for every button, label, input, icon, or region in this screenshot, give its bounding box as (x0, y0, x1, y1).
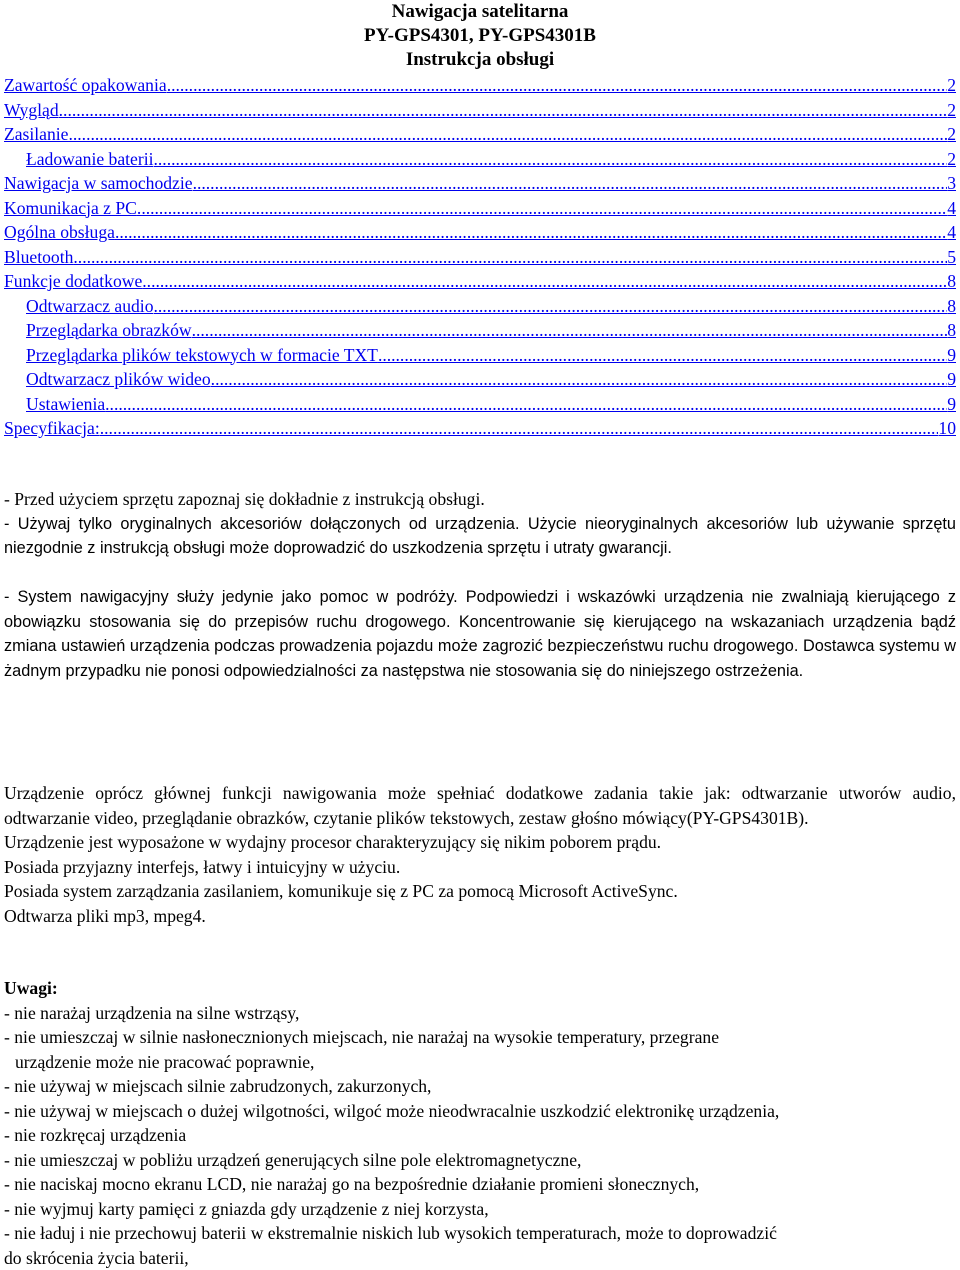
toc-dot-leader (192, 318, 948, 343)
notes-heading: Uwagi: (4, 976, 956, 1001)
intro-section (4, 781, 956, 928)
note-item-continuation: urządzenie może nie pracować poprawnie, (4, 1050, 956, 1075)
note-item: - nie rozkręcaj urządzenia (4, 1123, 956, 1148)
toc-dot-leader (154, 294, 948, 319)
toc-entry-title: Wygląd (4, 98, 59, 123)
toc-page-number: 9 (947, 343, 956, 368)
toc-page-number: 9 (947, 367, 956, 392)
title-line-1: Nawigacja satelitarna (4, 0, 956, 24)
toc-link[interactable] (4, 171, 956, 196)
toc-link[interactable] (4, 220, 956, 245)
note-item: - nie umieszczaj w silnie nasłonecznionych miejscach, nie narażaj na wysokie temperatury, przegrane (4, 1025, 956, 1050)
intro-paragraph: Posiada system zarządzania zasilaniem, komunikuje się z PC za pomocą Microsoft ActiveSync. (4, 879, 956, 904)
toc-entry-title: Komunikacja z PC (4, 196, 137, 221)
toc-entry-title: Zawartość opakowania (4, 73, 167, 98)
toc-page-number: 3 (947, 171, 956, 196)
toc-entry-title: Przeglądarka obrazków (26, 318, 192, 343)
toc-link[interactable] (4, 196, 956, 221)
intro-paragraph: Odtwarza pliki mp3, mpeg4. (4, 904, 956, 929)
toc-entry-title: Zasilanie (4, 122, 68, 147)
toc-entry-title: Funkcje dodatkowe (4, 269, 142, 294)
toc-link[interactable] (4, 343, 956, 368)
toc-entry-title: Ustawienia (26, 392, 105, 417)
note-item: - nie używaj w miejscach silnie zabrudzonych, zakurzonych, (4, 1074, 956, 1099)
toc-link[interactable] (4, 294, 956, 319)
intro-paragraph: Posiada przyjazny interfejs, łatwy i intuicyjny w użyciu. (4, 855, 956, 880)
toc-page-number: 2 (947, 98, 956, 123)
intro-paragraph: Urządzenie oprócz głównej funkcji nawigowania może spełniać dodatkowe zadania takie jak: odtwarzanie utworów audio, odtwarzanie video, przeglądanie obrazków, czytanie plików tekstowych, zestaw głośno mówiący(PY-GPS4301B). (4, 781, 956, 830)
toc-dot-leader (378, 343, 947, 368)
table-of-contents (4, 73, 956, 441)
toc-dot-leader (115, 220, 947, 245)
warning-read-manual: - Przed użyciem sprzętu zapoznaj się dokładnie z instrukcją obsługi. (4, 487, 956, 512)
toc-link[interactable] (4, 245, 956, 270)
warning-navigation-aid (4, 585, 956, 683)
title-line-2: PY-GPS4301, PY-GPS4301B (4, 24, 956, 48)
toc-dot-leader (211, 367, 948, 392)
toc-link[interactable] (4, 318, 956, 343)
title-line-3: Instrukcja obsługi (4, 48, 956, 72)
toc-dot-leader (68, 122, 947, 147)
toc-dot-leader (193, 171, 948, 196)
toc-link[interactable] (4, 367, 956, 392)
toc-page-number: 2 (947, 147, 956, 172)
toc-entry-title: Ładowanie baterii (26, 147, 154, 172)
toc-entry-title: Odtwarzacz audio (26, 294, 154, 319)
toc-page-number: 2 (947, 73, 956, 98)
warning-navigation-text: - System nawigacyjny służy jedynie jako pomoc w podróży. Podpowiedzi i wskazówki urządzenia nie zwalniają kierującego z obowiązku stosowania się do przepisów ruchu drogowego. Koncentrowanie się kierującego na wskazaniach urządzenia bądź zmiana ustawień urządzenia podczas prowadzenia pojazdu może zagrozić bezpieczeństwu ruchu drogowego. Dostawca systemu w żadnym przypadku nie ponosi odpowiedzialności za następstwa nie stosowania się do niniejszego ostrzeżenia. (4, 585, 956, 683)
warnings-block-1 (4, 487, 956, 561)
note-item: - nie używaj w miejscach o dużej wilgotności, wilgoć może nieodwracalnie uszkodzić elektronikę urządzenia, (4, 1099, 956, 1124)
document-title (4, 0, 956, 72)
toc-entry-title: Odtwarzacz plików wideo (26, 367, 211, 392)
toc-page-number: 9 (947, 392, 956, 417)
toc-page-number: 8 (947, 269, 956, 294)
toc-entry-title: Bluetooth (4, 245, 73, 270)
toc-dot-leader (154, 147, 948, 172)
note-item: - nie wyjmuj karty pamięci z gniazda gdy urządzenie z niej korzysta, (4, 1197, 956, 1222)
toc-link[interactable] (4, 392, 956, 417)
toc-page-number: 8 (947, 318, 956, 343)
toc-link[interactable] (4, 147, 956, 172)
toc-link[interactable] (4, 416, 956, 441)
note-item: - nie naciskaj mocno ekranu LCD, nie narażaj go na bezpośrednie działanie promieni słonecznych, (4, 1172, 956, 1197)
document-page (4, 0, 956, 441)
toc-page-number: 4 (947, 220, 956, 245)
toc-link[interactable] (4, 98, 956, 123)
toc-link[interactable] (4, 122, 956, 147)
note-item: - nie ładuj i nie przechowuj baterii w ekstremalnie niskich lub wysokich temperaturach, może to doprowadzić (4, 1221, 956, 1246)
toc-link[interactable] (4, 73, 956, 98)
toc-entry-title: Nawigacja w samochodzie (4, 171, 193, 196)
note-item: - nie umieszczaj w pobliżu urządzeń generujących silne pole elektromagnetyczne, (4, 1148, 956, 1173)
toc-page-number: 8 (947, 294, 956, 319)
toc-dot-leader (167, 73, 948, 98)
toc-entry-title: Ogólna obsługa (4, 220, 115, 245)
intro-paragraph: Urządzenie jest wyposażone w wydajny procesor charakteryzujący się nikim poborem prądu. (4, 830, 956, 855)
toc-dot-leader (59, 98, 948, 123)
toc-dot-leader (142, 269, 947, 294)
toc-entry-title: Specyfikacja: (4, 416, 100, 441)
toc-dot-leader (105, 392, 947, 417)
warning-original-accessories: - Używaj tylko oryginalnych akcesoriów dołączonych od urządzenia. Użycie nieoryginalnych akcesoriów lub używanie sprzętu niezgodnie z instrukcją obsługi może doprowadzić do uszkodzenia sprzętu i utraty gwarancji. (4, 512, 956, 561)
toc-dot-leader (137, 196, 947, 221)
toc-page-number: 4 (947, 196, 956, 221)
toc-dot-leader (73, 245, 947, 270)
toc-link[interactable] (4, 269, 956, 294)
toc-page-number: 5 (947, 245, 956, 270)
toc-page-number: 10 (938, 416, 956, 441)
note-item: do skrócenia życia baterii, (4, 1246, 956, 1270)
toc-entry-title: Przeglądarka plików tekstowych w formacie TXT (26, 343, 378, 368)
notes-section (4, 976, 956, 1270)
note-item: - nie narażaj urządzenia na silne wstrząsy, (4, 1001, 956, 1026)
toc-dot-leader (100, 416, 939, 441)
toc-page-number: 2 (947, 122, 956, 147)
